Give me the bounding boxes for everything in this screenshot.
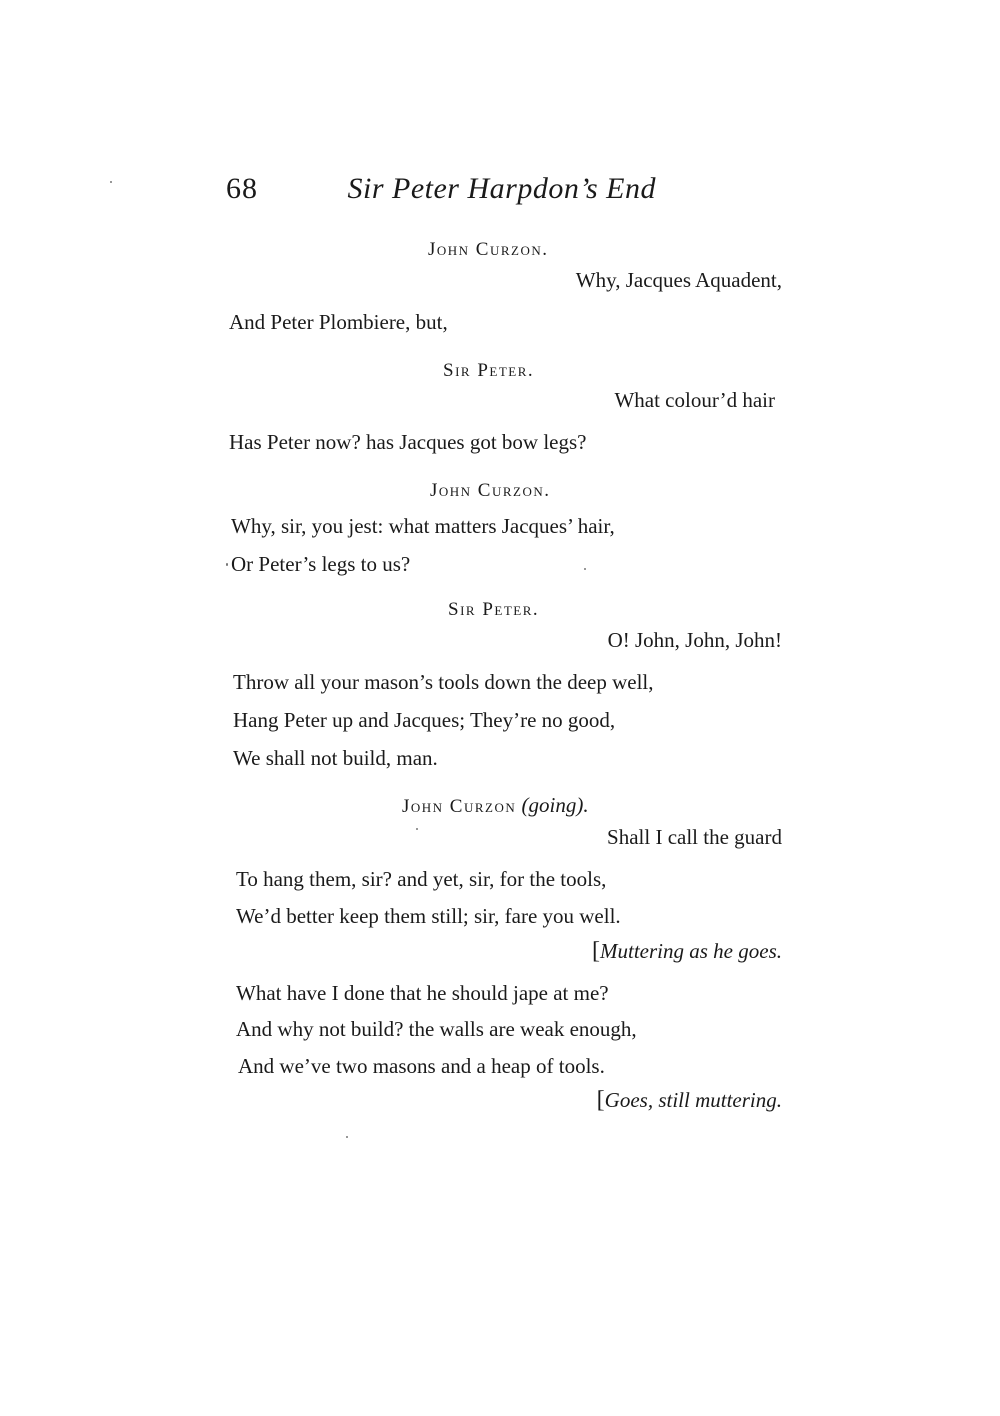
verse-line: Hang Peter up and Jacques; They’re no good, (233, 708, 616, 732)
page-number: 68 (226, 172, 258, 205)
stage-direction (597, 1088, 782, 1112)
scan-speck (416, 828, 418, 830)
speaker-heading-with-direction (402, 795, 589, 816)
speaker-heading: John Curzon. (430, 480, 551, 501)
verse-line: And Peter Plombiere, but, (229, 310, 448, 334)
stage-direction-text: Goes, still muttering. (604, 1088, 782, 1112)
scan-speck (346, 1136, 348, 1138)
verse-line: What have I done that he should jape at me? (236, 981, 609, 1005)
verse-line: Why, Jacques Aquadent, (575, 268, 782, 292)
verse-line: We’d better keep them still; sir, fare you well. (236, 904, 621, 928)
verse-line: Why, sir, you jest: what matters Jacques’ hair, (231, 514, 615, 538)
stage-direction (592, 939, 782, 963)
speaker-name: John Curzon (402, 796, 517, 817)
bracket-mark: [ (596, 1087, 605, 1113)
verse-line: O! John, John, John! (607, 628, 782, 652)
scan-speck (110, 181, 112, 183)
speaker-heading: Sir Peter. (448, 599, 540, 620)
running-title: Sir Peter Harpdon’s End (347, 172, 656, 205)
verse-line: And why not build? the walls are weak enough, (236, 1017, 637, 1041)
verse-line: We shall not build, man. (233, 746, 438, 770)
verse-line: Or Peter’s legs to us? (231, 552, 411, 576)
verse-line: To hang them, sir? and yet, sir, for the tools, (236, 867, 607, 891)
stage-direction: (going). (521, 793, 589, 817)
verse-line: And we’ve two masons and a heap of tools. (238, 1054, 605, 1078)
verse-line: Has Peter now? has Jacques got bow legs? (229, 430, 587, 454)
stage-direction-text: Muttering as he goes. (600, 939, 782, 963)
speaker-heading: Sir Peter. (443, 360, 535, 381)
verse-line: Throw all your mason’s tools down the deep well, (233, 670, 654, 694)
speaker-heading: John Curzon. (428, 239, 549, 260)
scan-speck (226, 563, 228, 566)
page-header (226, 172, 656, 206)
verse-line: Shall I call the guard (607, 825, 782, 849)
bracket-mark: [ (592, 938, 601, 964)
scan-speck (584, 568, 586, 570)
verse-line: What colour’d hair (614, 388, 775, 412)
